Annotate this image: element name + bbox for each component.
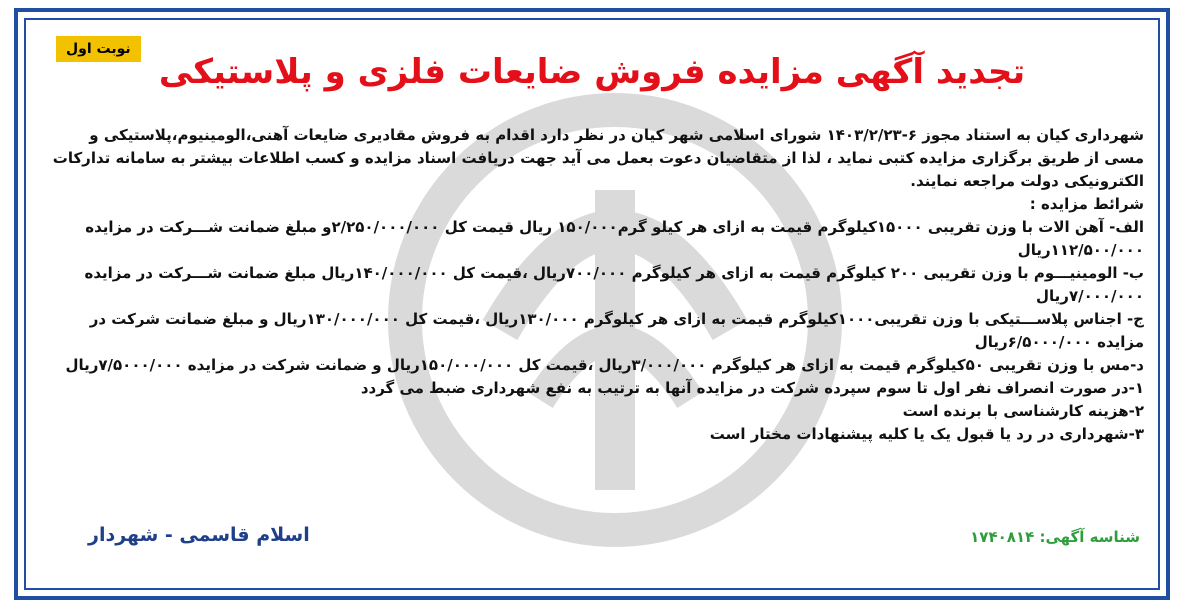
condition-line: ۱-در صورت انصراف نفر اول تا سوم سپرده شرکت در مزایده آنها به ترتیب به نفع شهرداری ضبط می گردد (360, 379, 1144, 397)
page-title: تجدید آگهی مزایده فروش ضایعات فلزی و پلاستیکی (158, 52, 1026, 92)
intro-line: مسی از طریق برگزاری مزایده کتبی نماید ، لذا از متقاضیان دعوت بعمل می آید جهت دریافت اسناد مزایده و کسب اطلاعات بیشتر به سامانه تدارکات (52, 149, 1144, 167)
condition-line: مزایده ۶/۵۰۰۰/۰۰۰ریال (974, 333, 1144, 351)
issue-badge: نوبت اول (56, 36, 141, 62)
conditions-heading: شرائط مزایده : (1029, 195, 1144, 213)
condition-line: ۱۱۲/۵۰۰/۰۰۰ریال (1017, 241, 1144, 259)
condition-line: د-مس با وزن تقریبی ۵۰کیلوگرم قیمت به ازای هر کیلوگرم ۳/۰۰۰/۰۰۰ریال ،قیمت کل ۱۵۰/۰۰۰/۰۰۰ریال و ضمانت شرکت در مزایده ۷/۵۰۰۰/۰۰۰ریال (65, 356, 1144, 374)
intro-line: شهرداری کیان به استناد مجوز ۶-۱۴۰۳/۲/۲۳ شورای اسلامی شهر کیان در نظر دارد اقدام به فروش مقادیری ضایعات آهنی،الومینیوم،پلاستیکی و (89, 126, 1144, 144)
condition-line: ب- الومینیـــوم با وزن تقریبی ۲۰۰ کیلوگرم قیمت به ازای هر کیلوگرم ۷۰۰/۰۰۰ریال ،قیمت کل ۱۴۰/۰۰۰/۰۰۰ریال مبلغ ضمانت شـــرکت در مزایده (84, 264, 1144, 282)
ad-id-label: شناسه آگهی: (1039, 528, 1140, 546)
condition-line: الف- آهن الات با وزن تقریبی ۱۵۰۰۰کیلوگرم قیمت به ازای هر کیلو گرم۱۵۰/۰۰۰ ریال قیمت کل ۲/۲۵۰/۰۰۰/۰۰۰و مبلغ ضمانت شـــرکت در مزایده (85, 218, 1144, 236)
condition-line: ۷/۰۰۰/۰۰۰ریال (1036, 287, 1144, 305)
ad-id (880, 528, 1140, 546)
intro-line: الکترونیکی دولت مراجعه نمایند. (910, 172, 1144, 190)
condition-line: ج- اجناس پلاســـتیکی با وزن تقریبی۱۰۰۰کیلوگرم قیمت به ازای هر کیلوگرم ۱۳۰/۰۰۰ریال ،قیمت کل ۱۳۰/۰۰۰/۰۰۰ریال و مبلغ ضمانت شرکت در (89, 310, 1144, 328)
announcement-body (40, 124, 1144, 446)
mayor-signature: اسلام قاسمی - شهردار (88, 524, 310, 546)
ad-id-value: ۱۷۴۰۸۱۴ (970, 528, 1035, 546)
condition-line: ۲-هزینه کارشناسی با برنده است (902, 402, 1144, 420)
condition-line: ۳-شهرداری در رد یا قبول یک یا کلیه پیشنهادات مختار است (709, 425, 1144, 443)
